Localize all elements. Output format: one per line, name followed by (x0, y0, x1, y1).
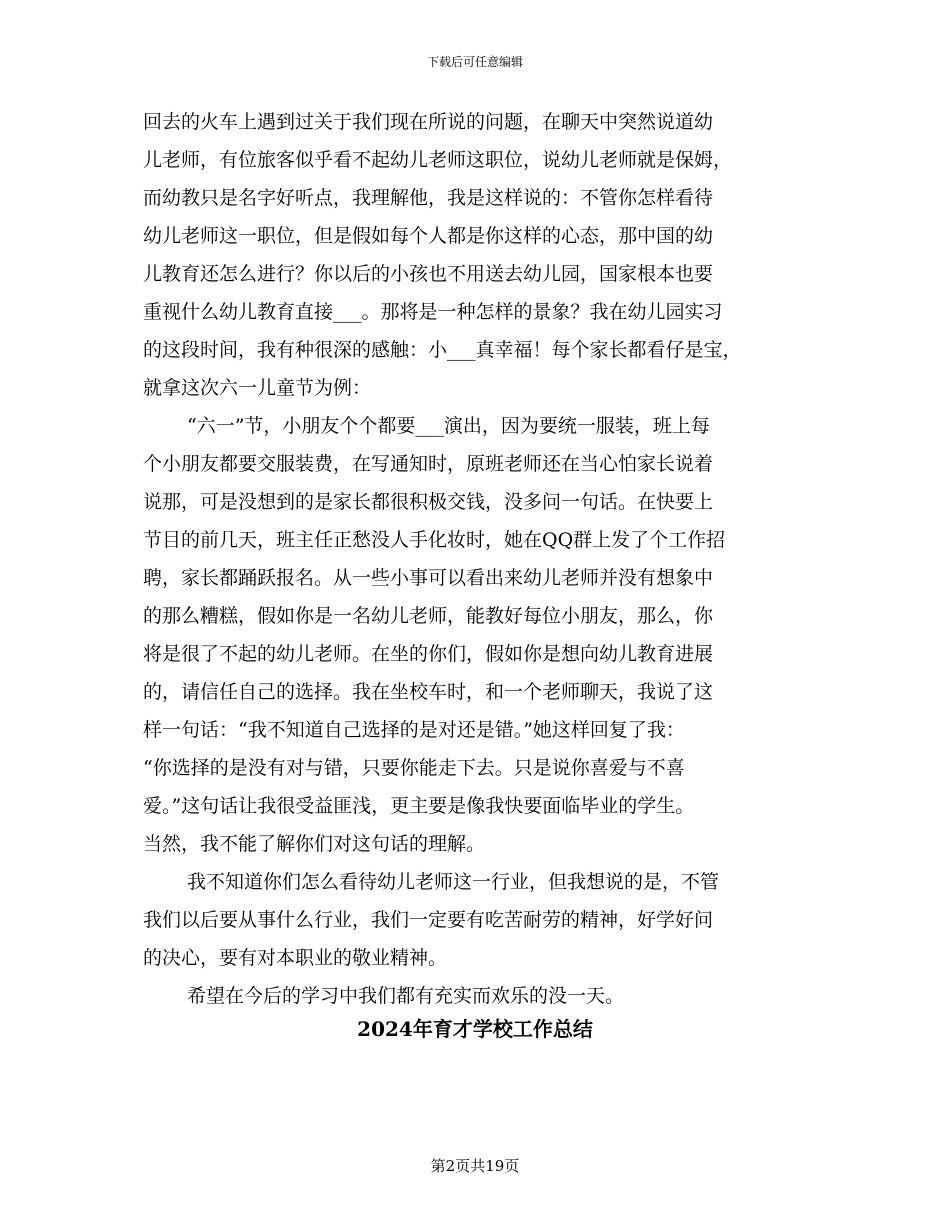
body-line: 我们以后要从事什么行业，我们一定要有吃苦耐劳的精神，好学好问 (143, 909, 714, 931)
body-line: 当然，我不能了解你们对这句话的理解。 (143, 833, 486, 855)
body-line: 节目的前几天，班主任正愁没人手化妆时，她在QQ群上发了个工作招 (143, 529, 726, 551)
body-line: 希望在今后的学习中我们都有充实而欢乐的没一天。 (187, 985, 625, 1007)
page-footer: 第2页共19页 (430, 1157, 520, 1175)
body-line: 重视什么幼儿教育直接___。那将是一种怎样的景象？我在幼儿园实习 (143, 301, 723, 323)
body-line: 儿教育还怎么进行？你以后的小孩也不用送去幼儿园，国家根本也要 (143, 263, 714, 285)
body-line: 的决心，要有对本职业的敬业精神。 (143, 947, 448, 969)
body-line: “六一”节，小朋友个个都要___演出，因为要统一服装，班上每 (187, 415, 710, 437)
body-line: 爱。”这句话让我很受益匪浅，更主要是像我快要面临毕业的学生。 (143, 795, 695, 817)
body-line: 将是很了不起的幼儿老师。在坐的你们，假如你是想向幼儿教育进展 (143, 643, 714, 665)
body-line: 的这段时间，我有种很深的感触：小___真幸福！每个家长都看仔是宝， (143, 339, 742, 361)
body-line: 说那，可是没想到的是家长都很积极交钱，没多问一句话。在快要上 (143, 491, 714, 513)
body-line: 就拿这次六一儿童节为例： (143, 377, 372, 399)
body-line: 的，请信任自己的选择。我在坐校车时，和一个老师聊天，我说了这 (143, 681, 714, 703)
body-line: “你选择的是没有对与错，只要你能走下去。只是说你喜爱与不喜 (143, 757, 685, 779)
body-line: 幼儿老师这一职位，但是假如每个人都是你这样的心态，那中国的幼 (143, 225, 714, 247)
body-line: 而幼教只是名字好听点，我理解他，我是这样说的：不管你怎样看待 (143, 187, 714, 209)
next-section-title: 2024年育才学校工作总结 (357, 1017, 593, 1041)
body-line: 儿老师，有位旅客似乎看不起幼儿老师这职位，说幼儿老师就是保姆， (143, 149, 733, 171)
body-line: 样一句话：“我不知道自己选择的是对还是错。”她这样回复了我： (143, 719, 685, 741)
body-line: 我不知道你们怎么看待幼儿老师这一行业，但我想说的是，不管 (187, 871, 720, 893)
page-header: 下载后可任意编辑 (426, 55, 523, 69)
body-line: 聘，家长都踊跃报名。从一些小事可以看出来幼儿老师并没有想象中 (143, 567, 714, 589)
body-line: 回去的火车上遇到过关于我们现在所说的问题，在聊天中突然说道幼 (143, 111, 714, 133)
body-line: 个小朋友都要交服装费，在写通知时，原班老师还在当心怕家长说着 (143, 453, 714, 475)
body-line: 的那么糟糕，假如你是一名幼儿老师，能教好每位小朋友，那么，你 (143, 605, 714, 627)
